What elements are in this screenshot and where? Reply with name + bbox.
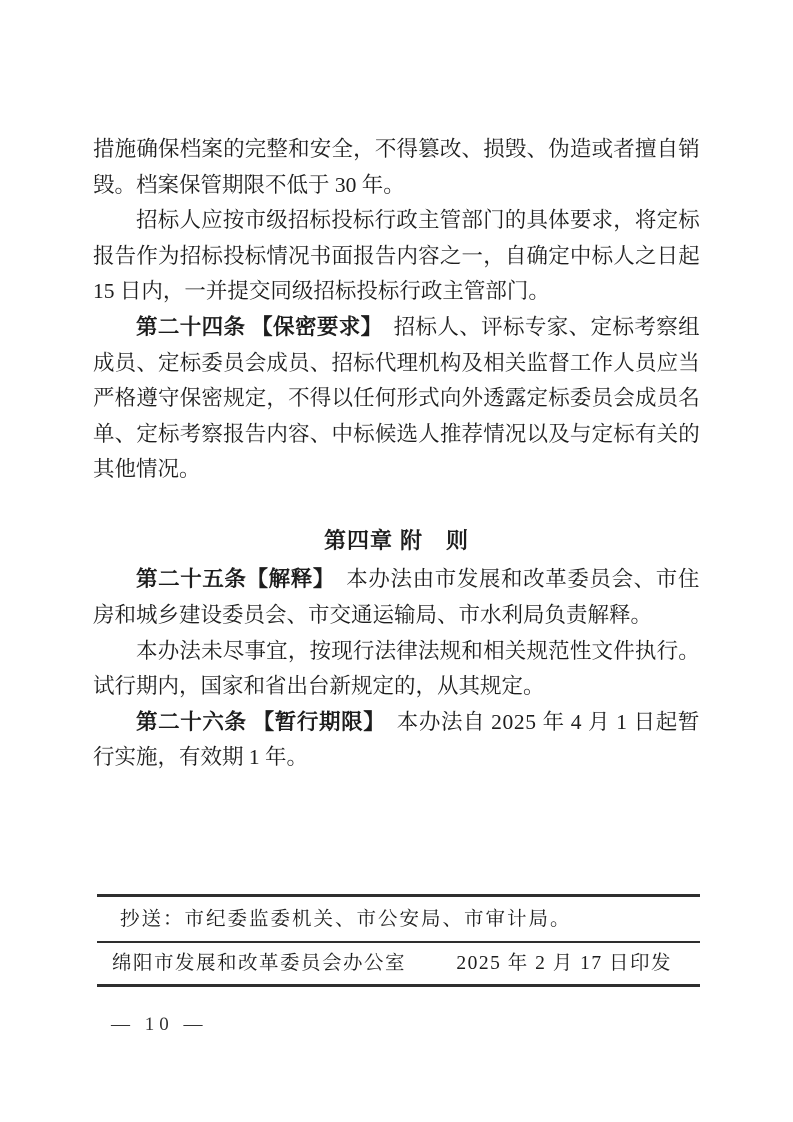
text-line bbox=[93, 708, 700, 736]
text-segment: 第四章 附 则 bbox=[323, 528, 470, 553]
text-line bbox=[93, 455, 700, 483]
text-segment: 单、定标考察报告内容、中标候选人推荐情况以及与定标有关的 bbox=[93, 422, 700, 446]
footer-rule-bottom bbox=[97, 984, 700, 987]
text-segment: 招标人应按市级招标投标行政主管部门的具体要求，将定标 bbox=[136, 208, 700, 232]
text-segment: 本办法自 2025 年 4 月 1 日起暂 bbox=[374, 710, 700, 734]
text-segment: 招标人、评标专家、定标考察组 bbox=[371, 315, 700, 339]
text-segment: 严格遵守保密规定，不得以任何形式向外透露定标委员会成员名 bbox=[93, 386, 700, 410]
text-line bbox=[93, 637, 700, 665]
text-segment: 措施确保档案的完整和安全，不得篡改、损毁、伪造或者擅自销 bbox=[93, 137, 700, 161]
footer-issue-row bbox=[97, 951, 700, 977]
bold-text-segment: 第二十五条【解释】 bbox=[136, 567, 325, 591]
text-segment: 其他情况。 bbox=[93, 457, 201, 481]
text-line bbox=[93, 277, 700, 305]
footer-issue-date: 2025 年 2 月 17 日印发 bbox=[456, 953, 672, 974]
text-line bbox=[93, 206, 700, 234]
text-line bbox=[93, 135, 700, 163]
text-line bbox=[93, 384, 700, 412]
footer-rule-top bbox=[97, 894, 700, 897]
text-line bbox=[93, 743, 700, 771]
text-segment: 行实施，有效期 1 年。 bbox=[93, 745, 309, 769]
chapter-heading bbox=[93, 527, 700, 555]
text-line bbox=[93, 313, 700, 341]
text-segment: 本办法由市发展和改革委员会、市住 bbox=[324, 567, 700, 591]
text-line bbox=[93, 171, 700, 199]
footer-issuer: 绵阳市发展和改革委员会办公室 bbox=[112, 953, 407, 974]
text-line bbox=[93, 672, 700, 700]
page-number: — 10 — bbox=[111, 1014, 208, 1035]
footer-rule-middle bbox=[97, 941, 700, 943]
text-segment: 成员、定标委员会成员、招标代理机构及相关监督工作人员应当 bbox=[93, 351, 700, 375]
text-line bbox=[93, 601, 700, 629]
text-line bbox=[93, 349, 700, 377]
text-segment: 15 日内，一并提交同级招标投标行政主管部门。 bbox=[93, 279, 550, 303]
text-line bbox=[93, 420, 700, 448]
bold-text-segment: 第二十四条 【保密要求】 bbox=[136, 315, 372, 339]
text-segment: 本办法未尽事宜，按现行法律法规和相关规范性文件执行。 bbox=[136, 639, 700, 663]
text-segment: 报告作为招标投标情况书面报告内容之一，自确定中标人之日起 bbox=[93, 244, 700, 268]
text-line bbox=[93, 565, 700, 593]
text-line bbox=[93, 242, 700, 270]
footer-cc-line: 抄送：市纪委监委机关、市公安局、市审计局。 bbox=[120, 909, 572, 930]
text-segment: 试行期内，国家和省出台新规定的，从其规定。 bbox=[93, 674, 545, 698]
bold-text-segment: 第二十六条 【暂行期限】 bbox=[136, 710, 375, 734]
text-segment: 房和城乡建设委员会、市交通运输局、市水利局负责解释。 bbox=[93, 603, 653, 627]
text-segment: 毁。档案保管期限不低于 30 年。 bbox=[93, 173, 405, 197]
